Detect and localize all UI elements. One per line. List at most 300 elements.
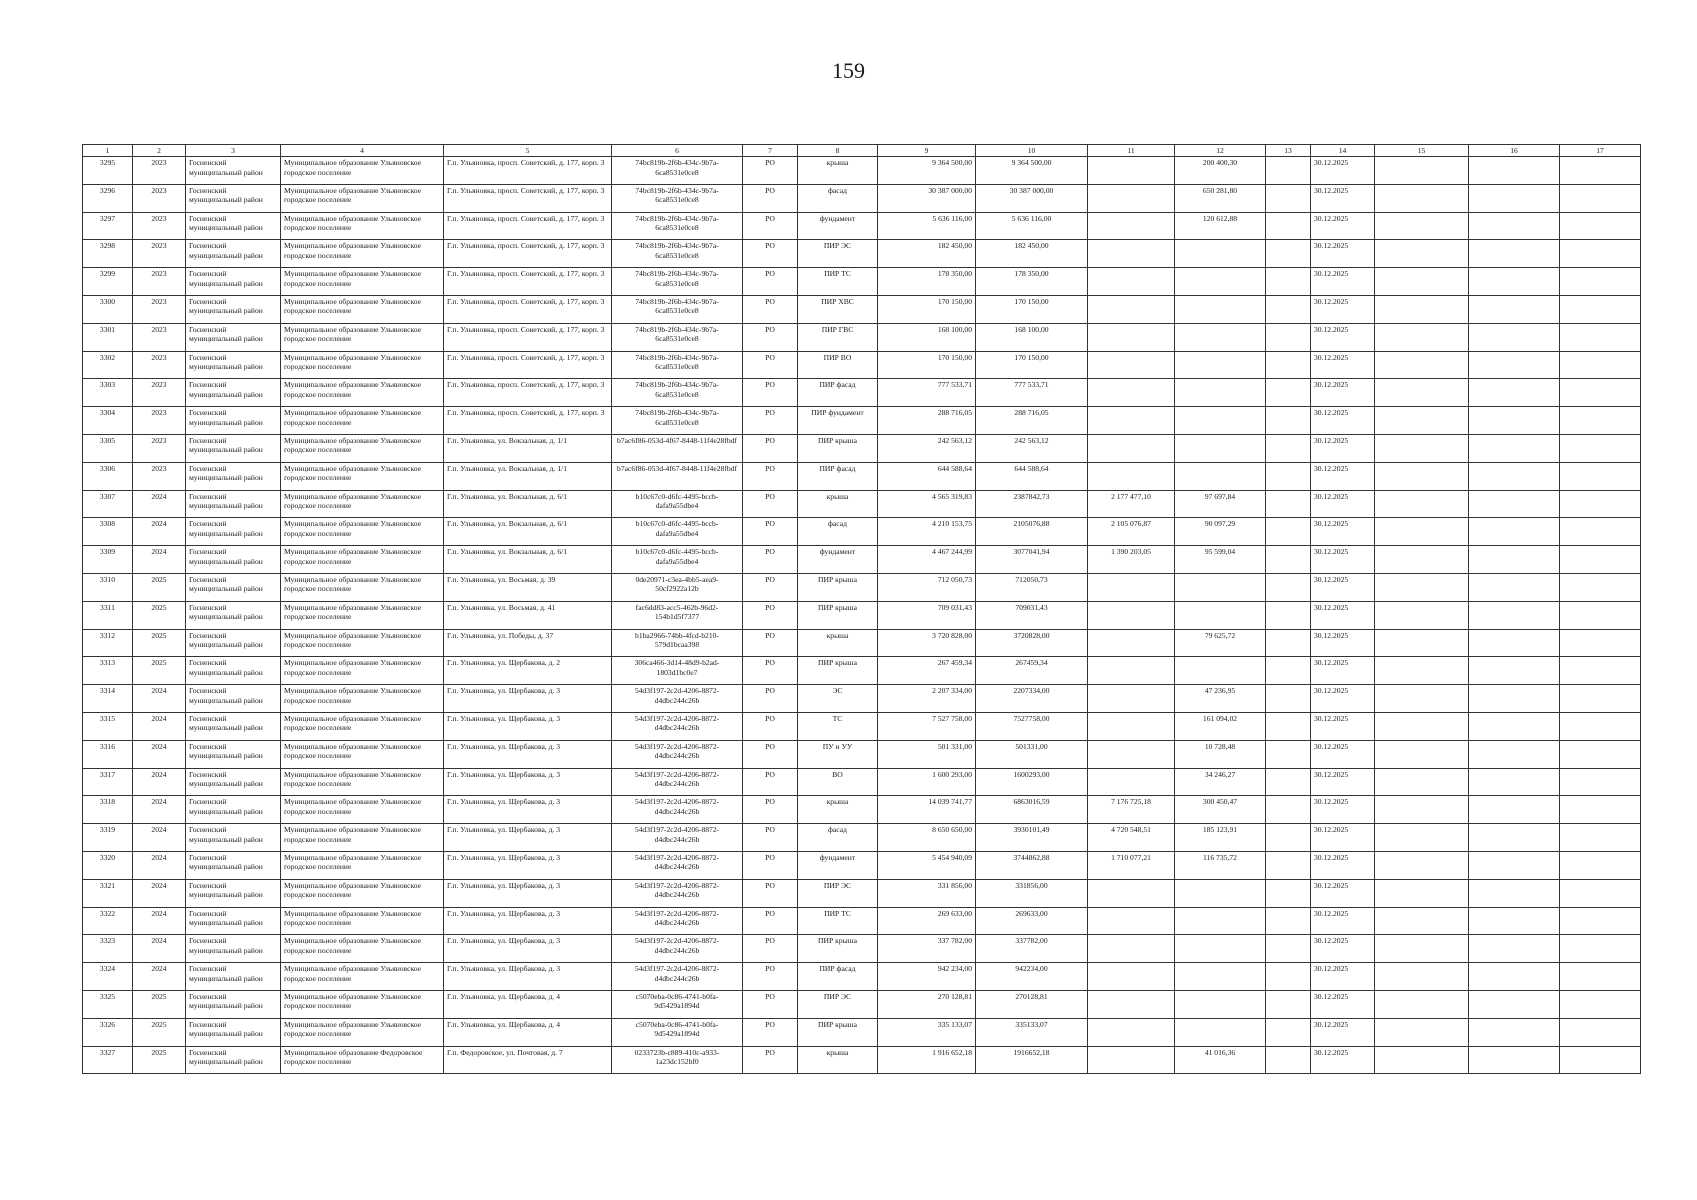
municipality-cell: Муниципальное образование Ульяновское городское поселение xyxy=(281,963,444,991)
table-body xyxy=(83,157,1641,1074)
row-number-cell: 3316 xyxy=(83,740,133,768)
work-type-cell: ПИР ВО xyxy=(798,351,878,379)
row-number-cell: 3297 xyxy=(83,212,133,240)
cost-fund-cell: 337782,00 xyxy=(976,935,1088,963)
cost-other-cell: 1 390 203,05 xyxy=(1088,546,1175,574)
col-15-cell xyxy=(1375,685,1469,713)
cost-other-cell xyxy=(1088,157,1175,185)
total-cost-cell: 178 350,00 xyxy=(878,268,976,296)
col-13-cell xyxy=(1266,573,1311,601)
control-cost-cell: 95 599,04 xyxy=(1175,546,1266,574)
col-17-cell xyxy=(1560,824,1641,852)
year-cell: 2023 xyxy=(133,407,186,435)
year-cell: 2024 xyxy=(133,796,186,824)
program-cell: РО xyxy=(743,295,798,323)
col-13-cell xyxy=(1266,796,1311,824)
district-cell: Гоcненский муниципальный район xyxy=(186,879,281,907)
col-16-cell xyxy=(1469,990,1560,1018)
control-cost-cell: 120 612,88 xyxy=(1175,212,1266,240)
cost-fund-cell: 709031,43 xyxy=(976,601,1088,629)
col-15-cell xyxy=(1375,184,1469,212)
cost-fund-cell: 712050,73 xyxy=(976,573,1088,601)
municipality-cell: Муниципальное образование Ульяновское городское поселение xyxy=(281,879,444,907)
address-cell: Г.п. Ульяновка, ул. Щербакова, д. 3 xyxy=(444,879,612,907)
district-cell: Гоcненский муниципальный район xyxy=(186,462,281,490)
row-number-cell: 3320 xyxy=(83,851,133,879)
program-cell: РО xyxy=(743,323,798,351)
address-cell: Г.п. Федоровское, ул. Почтовая, д. 7 xyxy=(444,1046,612,1074)
col-15-cell xyxy=(1375,712,1469,740)
column-number-header: 1 xyxy=(83,145,133,157)
address-cell: Г.п. Ульяновка, просп. Советский, д. 177, корп. 3 xyxy=(444,379,612,407)
table-row xyxy=(83,212,1641,240)
deadline-cell: 30.12.2025 xyxy=(1311,1018,1375,1046)
program-cell: РО xyxy=(743,518,798,546)
row-number-cell: 3325 xyxy=(83,990,133,1018)
deadline-cell: 30.12.2025 xyxy=(1311,629,1375,657)
col-13-cell xyxy=(1266,824,1311,852)
district-cell: Гоcненский муниципальный район xyxy=(186,907,281,935)
cost-fund-cell: 30 387 000,00 xyxy=(976,184,1088,212)
cost-fund-cell: 644 588,64 xyxy=(976,462,1088,490)
deadline-cell: 30.12.2025 xyxy=(1311,212,1375,240)
year-cell: 2025 xyxy=(133,1018,186,1046)
cost-other-cell xyxy=(1088,407,1175,435)
col-16-cell xyxy=(1469,879,1560,907)
address-cell: Г.п. Ульяновка, ул. Щербакова, д. 3 xyxy=(444,740,612,768)
col-17-cell xyxy=(1560,907,1641,935)
fias-code-cell: 54d3f197-2c2d-4206-8872-d4dbc244c26b xyxy=(612,963,743,991)
col-13-cell xyxy=(1266,379,1311,407)
work-type-cell: фасад xyxy=(798,518,878,546)
column-number-header: 15 xyxy=(1375,145,1469,157)
col-17-cell xyxy=(1560,546,1641,574)
program-cell: РО xyxy=(743,657,798,685)
control-cost-cell: 47 236,95 xyxy=(1175,685,1266,713)
program-cell: РО xyxy=(743,712,798,740)
fias-code-cell: b10c67c0-d6fc-4495-bccb-dafa9a55dbe4 xyxy=(612,518,743,546)
cost-fund-cell: 9 364 500,00 xyxy=(976,157,1088,185)
col-16-cell xyxy=(1469,851,1560,879)
cost-fund-cell: 331856,00 xyxy=(976,879,1088,907)
year-cell: 2024 xyxy=(133,963,186,991)
col-13-cell xyxy=(1266,323,1311,351)
program-cell: РО xyxy=(743,685,798,713)
col-16-cell xyxy=(1469,740,1560,768)
col-13-cell xyxy=(1266,295,1311,323)
year-cell: 2023 xyxy=(133,268,186,296)
col-15-cell xyxy=(1375,657,1469,685)
total-cost-cell: 501 331,00 xyxy=(878,740,976,768)
deadline-cell: 30.12.2025 xyxy=(1311,712,1375,740)
total-cost-cell: 3 720 828,00 xyxy=(878,629,976,657)
municipality-cell: Муниципальное образование Ульяновское городское поселение xyxy=(281,295,444,323)
row-number-cell: 3300 xyxy=(83,295,133,323)
col-15-cell xyxy=(1375,935,1469,963)
row-number-cell: 3314 xyxy=(83,685,133,713)
cost-other-cell xyxy=(1088,935,1175,963)
col-17-cell xyxy=(1560,629,1641,657)
col-17-cell xyxy=(1560,1046,1641,1074)
work-type-cell: крыша xyxy=(798,1046,878,1074)
district-cell: Гоcненский муниципальный район xyxy=(186,573,281,601)
total-cost-cell: 269 633,00 xyxy=(878,907,976,935)
col-13-cell xyxy=(1266,546,1311,574)
work-type-cell: ЭС xyxy=(798,685,878,713)
address-cell: Г.п. Ульяновка, ул. Щербакова, д. 2 xyxy=(444,657,612,685)
control-cost-cell xyxy=(1175,963,1266,991)
row-number-cell: 3315 xyxy=(83,712,133,740)
col-16-cell xyxy=(1469,184,1560,212)
col-17-cell xyxy=(1560,851,1641,879)
cost-other-cell xyxy=(1088,184,1175,212)
district-cell: Гоcненский муниципальный район xyxy=(186,157,281,185)
col-15-cell xyxy=(1375,1046,1469,1074)
col-13-cell xyxy=(1266,712,1311,740)
district-cell: Гоcненский муниципальный район xyxy=(186,490,281,518)
table-row xyxy=(83,157,1641,185)
row-number-cell: 3324 xyxy=(83,963,133,991)
col-16-cell xyxy=(1469,935,1560,963)
col-15-cell xyxy=(1375,157,1469,185)
col-13-cell xyxy=(1266,935,1311,963)
cost-other-cell xyxy=(1088,240,1175,268)
col-17-cell xyxy=(1560,379,1641,407)
municipality-cell: Муниципальное образование Ульяновское городское поселение xyxy=(281,601,444,629)
year-cell: 2025 xyxy=(133,629,186,657)
col-16-cell xyxy=(1469,157,1560,185)
program-cell: РО xyxy=(743,879,798,907)
column-number-header: 11 xyxy=(1088,145,1175,157)
control-cost-cell xyxy=(1175,268,1266,296)
program-cell: РО xyxy=(743,379,798,407)
municipality-cell: Муниципальное образование Ульяновское городское поселение xyxy=(281,907,444,935)
col-17-cell xyxy=(1560,490,1641,518)
district-cell: Гоcненский муниципальный район xyxy=(186,768,281,796)
col-17-cell xyxy=(1560,295,1641,323)
col-16-cell xyxy=(1469,240,1560,268)
year-cell: 2025 xyxy=(133,990,186,1018)
fias-code-cell: 74bc819b-2f6b-434c-9b7a-6ca8531e0ce8 xyxy=(612,351,743,379)
control-cost-cell: 79 625,72 xyxy=(1175,629,1266,657)
col-17-cell xyxy=(1560,963,1641,991)
total-cost-cell: 644 588,64 xyxy=(878,462,976,490)
col-16-cell xyxy=(1469,1046,1560,1074)
col-13-cell xyxy=(1266,851,1311,879)
address-cell: Г.п. Ульяновка, ул. Победы, д. 37 xyxy=(444,629,612,657)
cost-fund-cell: 942234,00 xyxy=(976,963,1088,991)
address-cell: Г.п. Ульяновка, ул. Вокзальная, д. 6/1 xyxy=(444,490,612,518)
col-13-cell xyxy=(1266,268,1311,296)
control-cost-cell: 10 728,48 xyxy=(1175,740,1266,768)
address-cell: Г.п. Ульяновка, ул. Вокзальная, д. 6/1 xyxy=(444,518,612,546)
deadline-cell: 30.12.2025 xyxy=(1311,546,1375,574)
municipality-cell: Муниципальное образование Ульяновское городское поселение xyxy=(281,712,444,740)
year-cell: 2023 xyxy=(133,351,186,379)
row-number-cell: 3308 xyxy=(83,518,133,546)
address-cell: Г.п. Ульяновка, просп. Советский, д. 177, корп. 3 xyxy=(444,295,612,323)
total-cost-cell: 4 210 153,75 xyxy=(878,518,976,546)
cost-fund-cell: 1600293,00 xyxy=(976,768,1088,796)
col-16-cell xyxy=(1469,657,1560,685)
cost-other-cell xyxy=(1088,768,1175,796)
program-cell: РО xyxy=(743,935,798,963)
deadline-cell: 30.12.2025 xyxy=(1311,685,1375,713)
total-cost-cell: 270 128,81 xyxy=(878,990,976,1018)
fias-code-cell: b7ac6f86-053d-4f67-8448-11f4e28fbdf xyxy=(612,462,743,490)
column-number-header: 8 xyxy=(798,145,878,157)
district-cell: Гоcненский муниципальный район xyxy=(186,407,281,435)
col-13-cell xyxy=(1266,657,1311,685)
row-number-cell: 3309 xyxy=(83,546,133,574)
row-number-cell: 3317 xyxy=(83,768,133,796)
year-cell: 2024 xyxy=(133,712,186,740)
work-type-cell: ВО xyxy=(798,768,878,796)
fias-code-cell: 306ca466-3d14-48d9-b2ad-1803d1bc0e7 xyxy=(612,657,743,685)
col-17-cell xyxy=(1560,157,1641,185)
municipality-cell: Муниципальное образование Ульяновское городское поселение xyxy=(281,184,444,212)
col-16-cell xyxy=(1469,434,1560,462)
column-number-header: 6 xyxy=(612,145,743,157)
control-cost-cell: 97 697,84 xyxy=(1175,490,1266,518)
deadline-cell: 30.12.2025 xyxy=(1311,1046,1375,1074)
program-cell: РО xyxy=(743,796,798,824)
col-13-cell xyxy=(1266,685,1311,713)
municipality-cell: Муниципальное образование Ульяновское городское поселение xyxy=(281,490,444,518)
program-cell: РО xyxy=(743,407,798,435)
cost-other-cell xyxy=(1088,963,1175,991)
cost-fund-cell: 7527758,00 xyxy=(976,712,1088,740)
total-cost-cell: 5 636 116,00 xyxy=(878,212,976,240)
row-number-cell: 3326 xyxy=(83,1018,133,1046)
col-16-cell xyxy=(1469,1018,1560,1046)
district-cell: Гоcненский муниципальный район xyxy=(186,379,281,407)
col-15-cell xyxy=(1375,824,1469,852)
row-number-cell: 3318 xyxy=(83,796,133,824)
col-17-cell xyxy=(1560,1018,1641,1046)
cost-fund-cell: 3077041,94 xyxy=(976,546,1088,574)
address-cell: Г.п. Ульяновка, ул. Щербакова, д. 3 xyxy=(444,768,612,796)
municipality-cell: Муниципальное образование Ульяновское городское поселение xyxy=(281,546,444,574)
year-cell: 2023 xyxy=(133,462,186,490)
address-cell: Г.п. Ульяновка, ул. Щербакова, д. 4 xyxy=(444,990,612,1018)
col-16-cell xyxy=(1469,351,1560,379)
cost-fund-cell: 3744862,88 xyxy=(976,851,1088,879)
municipality-cell: Муниципальное образование Ульяновское городское поселение xyxy=(281,379,444,407)
fias-code-cell: 54d3f197-2c2d-4206-8872-d4dbc244c26b xyxy=(612,768,743,796)
table-row xyxy=(83,657,1641,685)
work-type-cell: фундамент xyxy=(798,212,878,240)
col-17-cell xyxy=(1560,351,1641,379)
municipality-cell: Муниципальное образование Федоровское городское поселение xyxy=(281,1046,444,1074)
year-cell: 2023 xyxy=(133,184,186,212)
municipality-cell: Муниципальное образование Ульяновское городское поселение xyxy=(281,851,444,879)
municipality-cell: Муниципальное образование Ульяновское городское поселение xyxy=(281,323,444,351)
column-number-header: 12 xyxy=(1175,145,1266,157)
row-number-cell: 3296 xyxy=(83,184,133,212)
row-number-cell: 3307 xyxy=(83,490,133,518)
deadline-cell: 30.12.2025 xyxy=(1311,573,1375,601)
address-cell: Г.п. Ульяновка, просп. Советский, д. 177, корп. 3 xyxy=(444,323,612,351)
row-number-cell: 3319 xyxy=(83,824,133,852)
program-cell: РО xyxy=(743,351,798,379)
deadline-cell: 30.12.2025 xyxy=(1311,963,1375,991)
municipality-cell: Муниципальное образование Ульяновское городское поселение xyxy=(281,157,444,185)
fias-code-cell: fac6dd83-acc5-462b-96d2-154b1d5f7377 xyxy=(612,601,743,629)
col-13-cell xyxy=(1266,240,1311,268)
municipality-cell: Муниципальное образование Ульяновское городское поселение xyxy=(281,796,444,824)
control-cost-cell xyxy=(1175,323,1266,351)
municipality-cell: Муниципальное образование Ульяновское городское поселение xyxy=(281,518,444,546)
municipality-cell: Муниципальное образование Ульяновское городское поселение xyxy=(281,351,444,379)
municipality-cell: Муниципальное образование Ульяновское городское поселение xyxy=(281,462,444,490)
col-13-cell xyxy=(1266,740,1311,768)
table-row xyxy=(83,240,1641,268)
fias-code-cell: 0de20971-c3ea-4bb5-aea9-50cf2922a12b xyxy=(612,573,743,601)
row-number-cell: 3301 xyxy=(83,323,133,351)
col-16-cell xyxy=(1469,685,1560,713)
work-type-cell: ПИР ЭС xyxy=(798,879,878,907)
table-row xyxy=(83,573,1641,601)
col-17-cell xyxy=(1560,240,1641,268)
municipality-cell: Муниципальное образование Ульяновское городское поселение xyxy=(281,407,444,435)
row-number-cell: 3322 xyxy=(83,907,133,935)
address-cell: Г.п. Ульяновка, ул. Вокзальная, д. 1/1 xyxy=(444,434,612,462)
program-cell: РО xyxy=(743,824,798,852)
col-17-cell xyxy=(1560,212,1641,240)
column-number-header: 5 xyxy=(444,145,612,157)
col-16-cell xyxy=(1469,712,1560,740)
cost-fund-cell: 242 563,12 xyxy=(976,434,1088,462)
col-13-cell xyxy=(1266,407,1311,435)
row-number-cell: 3312 xyxy=(83,629,133,657)
cost-fund-cell: 168 100,00 xyxy=(976,323,1088,351)
total-cost-cell: 2 207 334,00 xyxy=(878,685,976,713)
column-number-header: 10 xyxy=(976,145,1088,157)
address-cell: Г.п. Ульяновка, ул. Щербакова, д. 3 xyxy=(444,685,612,713)
cost-fund-cell: 5 636 116,00 xyxy=(976,212,1088,240)
deadline-cell: 30.12.2025 xyxy=(1311,879,1375,907)
program-cell: РО xyxy=(743,212,798,240)
address-cell: Г.п. Ульяновка, ул. Щербакова, д. 3 xyxy=(444,963,612,991)
program-cell: РО xyxy=(743,184,798,212)
col-17-cell xyxy=(1560,407,1641,435)
district-cell: Гоcненский муниципальный район xyxy=(186,740,281,768)
col-17-cell xyxy=(1560,935,1641,963)
col-16-cell xyxy=(1469,629,1560,657)
year-cell: 2023 xyxy=(133,295,186,323)
year-cell: 2023 xyxy=(133,157,186,185)
work-type-cell: ПИР крыша xyxy=(798,935,878,963)
fias-code-cell: 54d3f197-2c2d-4206-8872-d4dbc244c26b xyxy=(612,796,743,824)
col-15-cell xyxy=(1375,323,1469,351)
year-cell: 2023 xyxy=(133,434,186,462)
fias-code-cell: 74bc819b-2f6b-434c-9b7a-6ca8531e0ce8 xyxy=(612,212,743,240)
column-number-header: 4 xyxy=(281,145,444,157)
address-cell: Г.п. Ульяновка, ул. Восьмая, д. 39 xyxy=(444,573,612,601)
cost-fund-cell: 501331,00 xyxy=(976,740,1088,768)
cost-fund-cell: 2207334,00 xyxy=(976,685,1088,713)
total-cost-cell: 1 916 652,18 xyxy=(878,1046,976,1074)
page-number: 159 xyxy=(832,58,865,83)
total-cost-cell: 242 563,12 xyxy=(878,434,976,462)
work-type-cell: крыша xyxy=(798,629,878,657)
control-cost-cell xyxy=(1175,879,1266,907)
col-15-cell xyxy=(1375,768,1469,796)
cost-other-cell xyxy=(1088,323,1175,351)
total-cost-cell: 331 856,00 xyxy=(878,879,976,907)
control-cost-cell: 90 097,29 xyxy=(1175,518,1266,546)
col-17-cell xyxy=(1560,573,1641,601)
municipality-cell: Муниципальное образование Ульяновское городское поселение xyxy=(281,824,444,852)
cost-other-cell xyxy=(1088,907,1175,935)
district-cell: Гоcненский муниципальный район xyxy=(186,1018,281,1046)
col-16-cell xyxy=(1469,546,1560,574)
col-16-cell xyxy=(1469,907,1560,935)
table-row xyxy=(83,990,1641,1018)
table-row xyxy=(83,851,1641,879)
col-17-cell xyxy=(1560,434,1641,462)
district-cell: Гоcненский муниципальный район xyxy=(186,323,281,351)
col-17-cell xyxy=(1560,685,1641,713)
deadline-cell: 30.12.2025 xyxy=(1311,268,1375,296)
table-row xyxy=(83,740,1641,768)
address-cell: Г.п. Ульяновка, просп. Советский, д. 177, корп. 3 xyxy=(444,268,612,296)
cost-fund-cell: 182 450,00 xyxy=(976,240,1088,268)
control-cost-cell xyxy=(1175,573,1266,601)
row-number-cell: 3302 xyxy=(83,351,133,379)
program-cell: РО xyxy=(743,629,798,657)
cost-other-cell: 2 177 477,10 xyxy=(1088,490,1175,518)
column-number-header: 3 xyxy=(186,145,281,157)
control-cost-cell xyxy=(1175,907,1266,935)
table-row xyxy=(83,379,1641,407)
col-17-cell xyxy=(1560,879,1641,907)
fias-code-cell: 74bc819b-2f6b-434c-9b7a-6ca8531e0ce8 xyxy=(612,157,743,185)
column-number-header: 14 xyxy=(1311,145,1375,157)
cost-fund-cell: 288 716,05 xyxy=(976,407,1088,435)
cost-fund-cell: 269633,00 xyxy=(976,907,1088,935)
row-number-cell: 3295 xyxy=(83,157,133,185)
cost-fund-cell: 6863016,59 xyxy=(976,796,1088,824)
col-17-cell xyxy=(1560,990,1641,1018)
col-13-cell xyxy=(1266,351,1311,379)
deadline-cell: 30.12.2025 xyxy=(1311,768,1375,796)
address-cell: Г.п. Ульяновка, просп. Советский, д. 177, корп. 3 xyxy=(444,351,612,379)
total-cost-cell: 30 387 000,00 xyxy=(878,184,976,212)
work-type-cell: ПИР фасад xyxy=(798,462,878,490)
year-cell: 2024 xyxy=(133,824,186,852)
deadline-cell: 30.12.2025 xyxy=(1311,184,1375,212)
col-16-cell xyxy=(1469,573,1560,601)
cost-other-cell xyxy=(1088,601,1175,629)
district-cell: Гоcненский муниципальный район xyxy=(186,935,281,963)
table-row xyxy=(83,351,1641,379)
cost-other-cell xyxy=(1088,712,1175,740)
address-cell: Г.п. Ульяновка, ул. Щербакова, д. 3 xyxy=(444,935,612,963)
cost-other-cell xyxy=(1088,379,1175,407)
district-cell: Гоcненский муниципальный район xyxy=(186,546,281,574)
deadline-cell: 30.12.2025 xyxy=(1311,434,1375,462)
col-15-cell xyxy=(1375,268,1469,296)
address-cell: Г.п. Ульяновка, ул. Щербакова, д. 3 xyxy=(444,907,612,935)
program-cell: РО xyxy=(743,462,798,490)
col-15-cell xyxy=(1375,434,1469,462)
cost-other-cell xyxy=(1088,434,1175,462)
cost-other-cell xyxy=(1088,657,1175,685)
col-16-cell xyxy=(1469,796,1560,824)
year-cell: 2023 xyxy=(133,379,186,407)
